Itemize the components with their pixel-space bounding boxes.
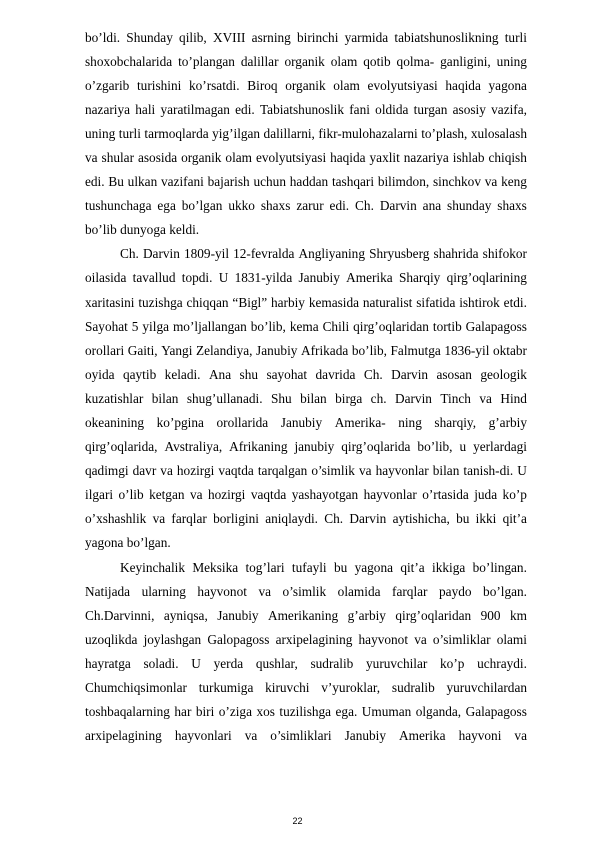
text-line: Ch.Darvinni, ayniqsa, Janubiy Amerikaning g’arbiy qirg’oqlaridan 900 km — [85, 607, 527, 623]
text-line: o’zgarib turishini ko’rsatdi. Biroq organik olam evolyutsiyasi haqida yagona — [85, 77, 527, 93]
text-line: Ch. Darvin 1809-yil 12-fevralda Angliyaning Shryusberg shahrida shifokor — [120, 246, 527, 262]
body-text — [85, 26, 527, 749]
text-line: oyida qaytib keladi. Ana shu sayohat davrida Ch. Darvin asosan geologik — [85, 366, 527, 382]
text-line: nazariya hali yaratilmagan edi. Tabiatshunoslik fani oldida turgan asosiy vazifa, — [85, 101, 527, 117]
paragraph — [85, 556, 527, 749]
text-line: qadimgi davr va hozirgi vaqtda tarqalgan o’simlik va hayvonlar bilan tanish-di. U — [85, 463, 527, 479]
text-line: va shular asosida organik olam evolyutsiyasi haqida yaxlit nazariya ishlab chiqish — [85, 149, 527, 165]
text-line: Natijada ularning hayvonot va o’simlik olamida farqlar paydo bo’lgan. — [85, 583, 527, 599]
text-line: Keyinchalik Meksika tog’lari tufayli bu yagona qit’a ikkiga bo’lingan. — [120, 559, 527, 575]
text-line: tushunchaga ega bo’lgan ukko shaxs zarur edi. Ch. Darvin ana shunday shaxs — [85, 198, 527, 214]
text-line: kuzatishlar bilan shug’ullanadi. Shu bilan birga ch. Darvin Tinch va Hind — [85, 390, 527, 406]
text-line: uzoqlikda joylashgan Galopagoss arxipelagining hayvonot va o’simliklar olami — [85, 631, 527, 647]
text-line: yagona bo’lgan. — [85, 535, 171, 551]
text-line: Chumchiqsimonlar turkumiga kiruvchi v’yuroklar, sudralib yuruvchilardan — [85, 680, 527, 696]
text-line: shoxobchalarida to’plangan dalillar organik olam qotib qolma- ganligini, uning — [85, 53, 527, 69]
paragraph — [85, 26, 527, 243]
text-line: edi. Bu ulkan vazifani bajarish uchun haddan tashqari bilimdon, sinchkov va keng — [85, 174, 527, 190]
paragraph — [85, 242, 527, 555]
text-line: hayratga soladi. U yerda qushlar, sudralib yuruvchilar ko’p uchraydi. — [85, 655, 527, 671]
text-line: uning turli tarmoqlarda yig’ilgan dalillarni, fikr-mulohazalarni to’plash, xulosalash — [85, 125, 527, 141]
text-line: qirg’oqlarida, Avstraliya, Afrikaning janubiy qirg’oqlarida bo’lib, u yerlardagi — [85, 439, 527, 455]
page-number: 22 — [292, 816, 303, 826]
text-line: toshbaqalarning har biri o’ziga xos tuzilishga ega. Umuman olganda, Galapagoss — [85, 704, 527, 720]
text-line: okeanining ko’pgina orollarida Janubiy Amerika- ning sharqiy, g’arbiy — [85, 415, 527, 430]
text-line: bo’lib dunyoga keldi. — [85, 222, 200, 238]
text-line: bo’ldi. Shunday qilib, XVIII asrning birinchi yarmida tabiatshunoslikning turli — [85, 29, 527, 45]
text-line: arxipelagining hayvonlari va o’simliklari Janubiy Amerika hayvoni va — [85, 728, 527, 744]
text-line: oilasida tavallud topdi. U 1831-yilda Janubiy Amerika Sharqiy qirg’oqlarining — [85, 270, 527, 286]
text-line: ilgari o’lib ketgan va hozirgi vaqtda yashayotgan hayvonlar o’rtasida juda ko’p — [85, 487, 527, 503]
text-line: xaritasini tuzishga chiqqan “Bigl” harbiy kemasida naturalist sifatida ishtirok etdi. — [85, 294, 527, 310]
text-line: orollari Gaiti, Yangi Zelandiya, Janubiy Afrikada bo’lib, Falmutga 1836-yil oktabr — [85, 342, 527, 358]
text-line: o’xshashlik va farqlar borligini aniqlaydi. Ch. Darvin aytishicha, bu ikki qit’a — [85, 511, 527, 527]
text-line: Sayohat 5 yilga mo’ljallangan bo’lib, kema Chili qirg’oqlaridan tortib Galapagoss — [85, 318, 527, 334]
